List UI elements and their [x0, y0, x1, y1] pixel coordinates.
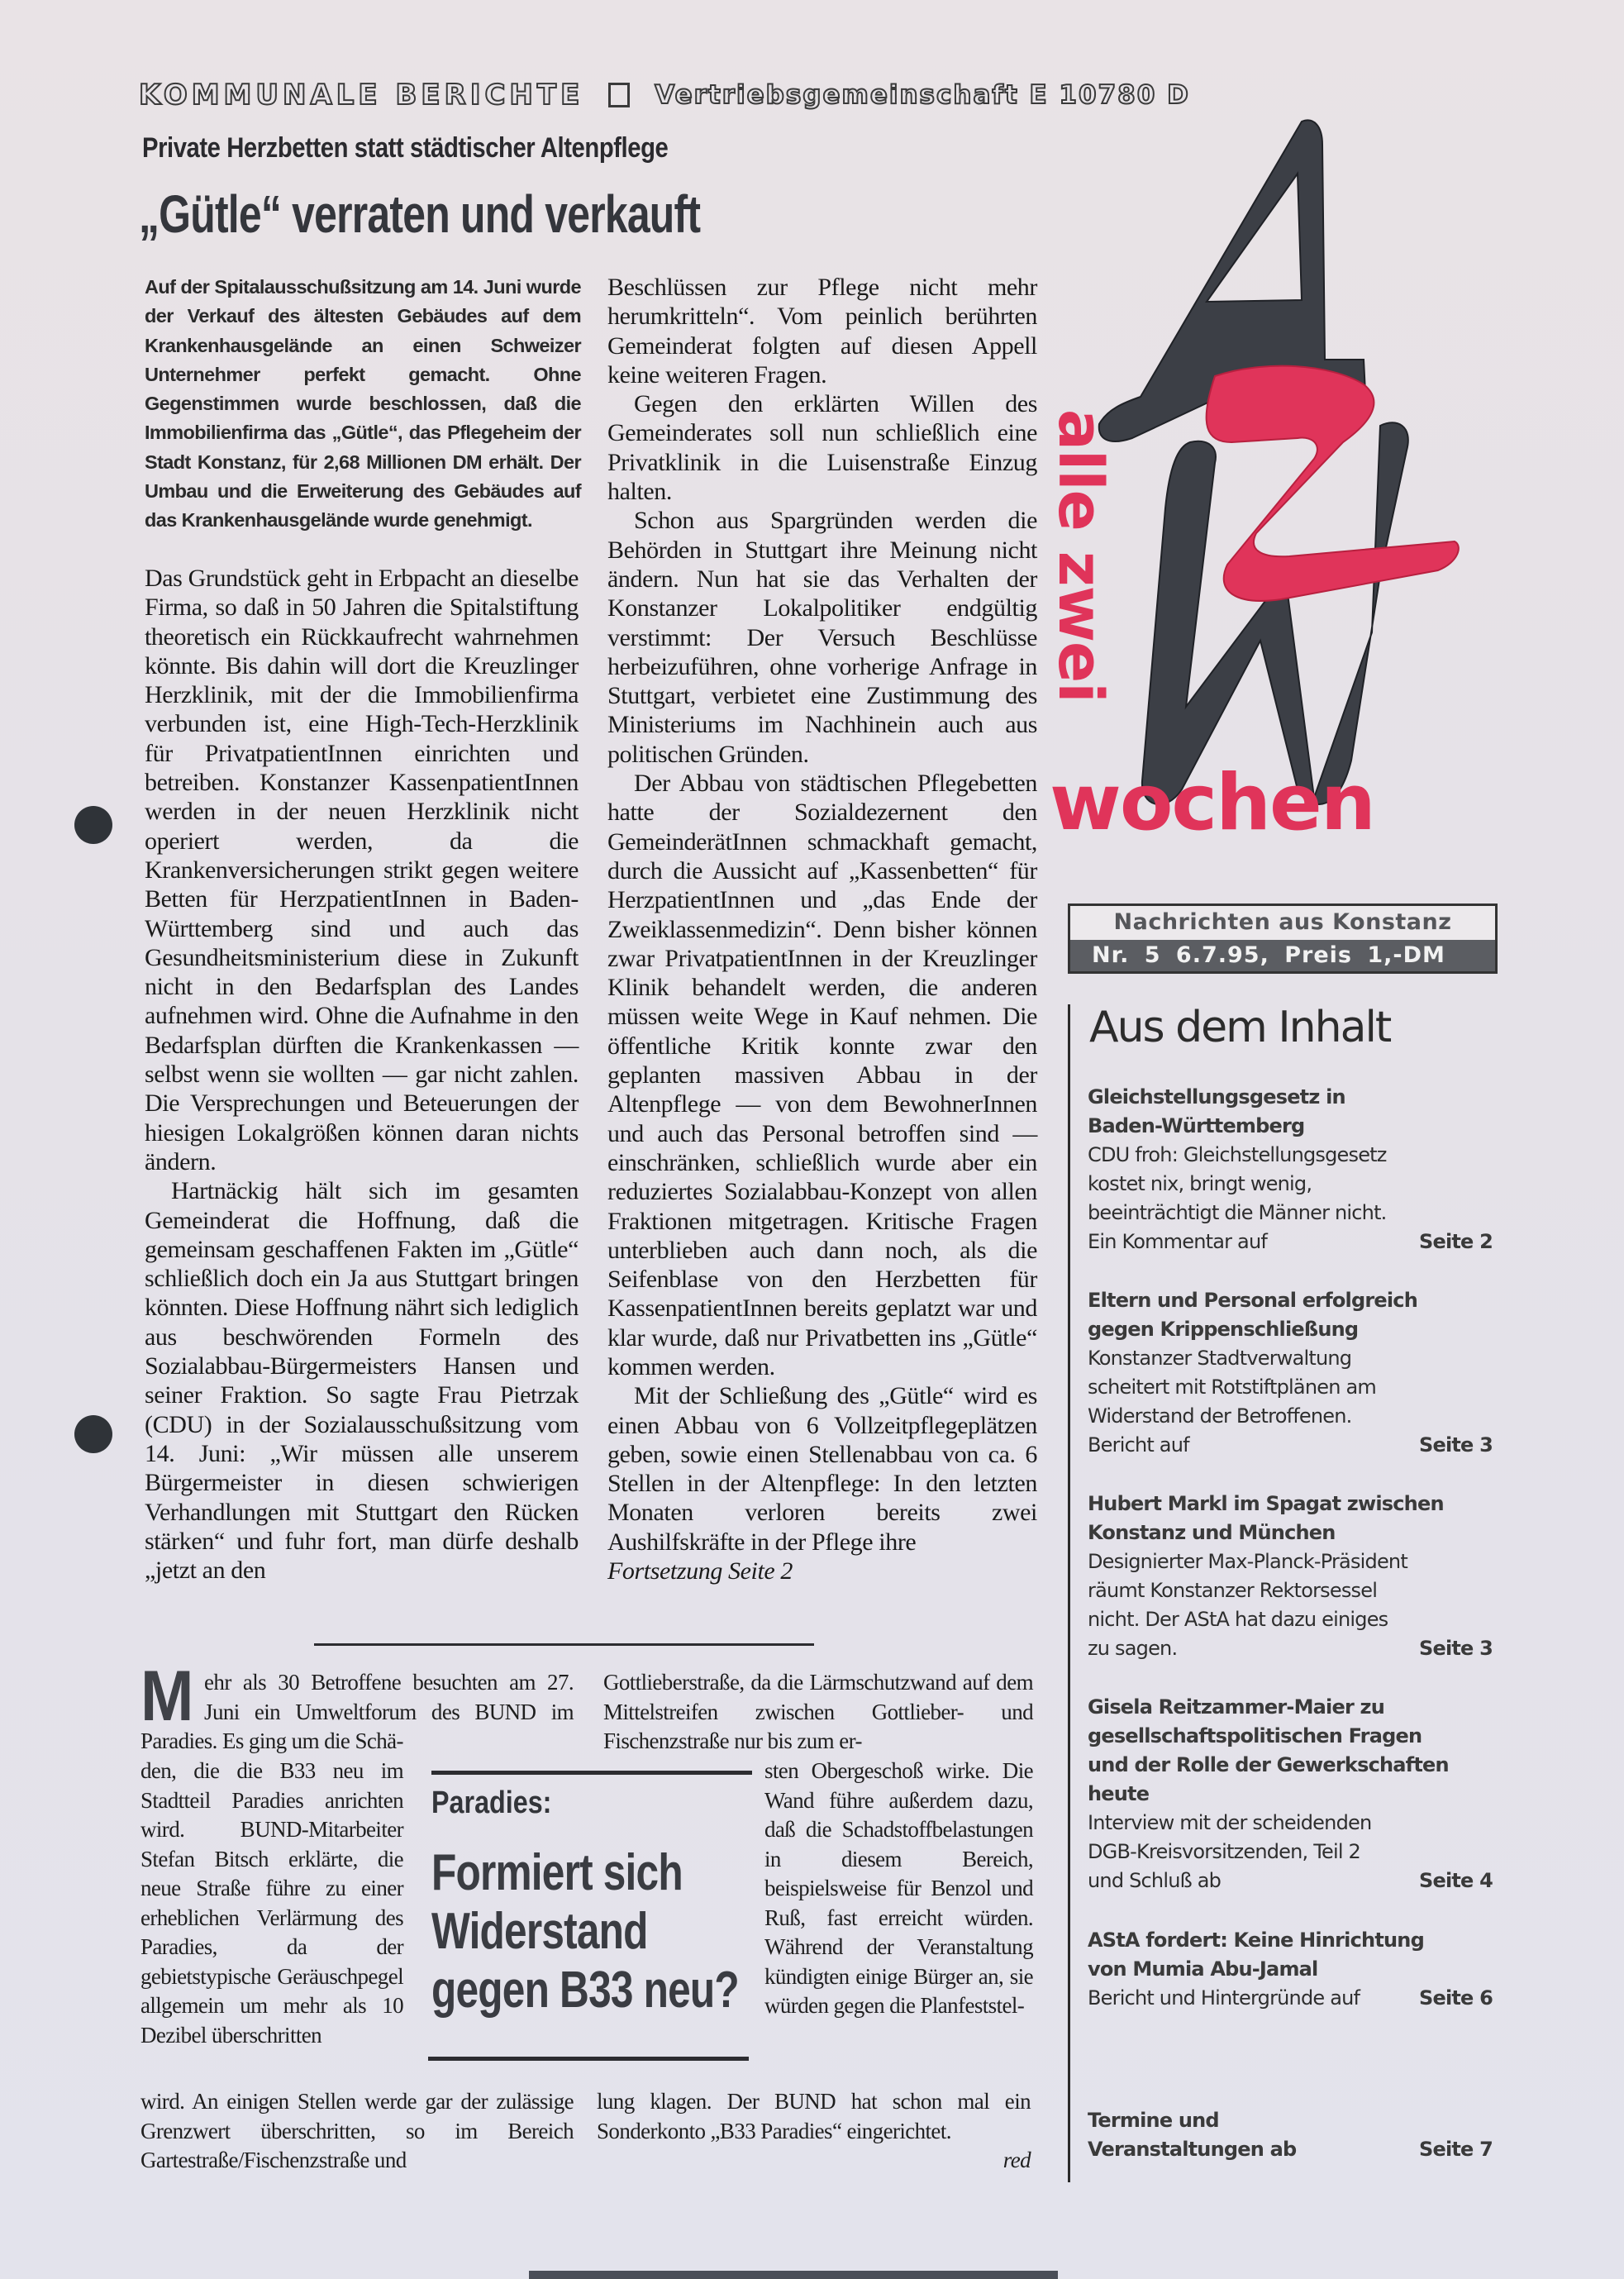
article-column-1 [145, 564, 579, 1585]
series-header [139, 76, 1503, 114]
toc-item-heading: gesellschaftspolitischen Fragen [1088, 1724, 1422, 1747]
intro-text: ehr als 30 Betroffene besuchten am 27. Juni ein Umweltforum des BUND im Paradies. Es ging um die Schä- [140, 1670, 574, 1753]
masthead-box [1068, 903, 1498, 974]
second-article-headline [431, 1843, 739, 2019]
paragraph: Schon aus Spargründen werden die Behörden in Stuttgart ihre Meinung nicht ändern. Nun hat sie das Verhalten der Konstanzer Lokalpolitiker endgültig verstimmt: Der Versuch Beschlüsse herbeizuführen, ohne vorherige Anfrage in Stuttgart, verbietet eine Zustimmung des Ministeriums im Nachhinein auch aus politischen Gründen. [607, 507, 1037, 768]
toc-item-heading: von Mumia Abu-Jamal [1088, 1957, 1318, 1981]
drop-cap: M [140, 1657, 193, 1736]
series-title: KOMMUNALE BERICHTE [139, 79, 584, 112]
punch-hole-bottom [74, 1415, 112, 1453]
azw-logo-icon [1050, 112, 1529, 856]
second-article-kicker: Paradies: [431, 1786, 552, 1820]
scan-edge [529, 2271, 1058, 2279]
second-article-right-top: Gottlieberstraße, da die Lärmschutzwand auf dem Mittelstreifen zwischen Gottlieber- und Fischenzstraße nur bis zum er- [603, 1670, 1033, 1753]
toc-item-heading: heute [1088, 1782, 1150, 1805]
separator-box-icon [608, 83, 630, 107]
toc-item[interactable] [1088, 1286, 1493, 1460]
distribution-number: Vertriebsgemeinschaft E 10780 D [655, 80, 1190, 110]
toc-item-ref: Bericht und Hintergründe auf [1088, 1986, 1360, 2010]
logo-wochen-text: wochen [1050, 758, 1374, 848]
toc-item-heading: Hubert Markl im Spagat zwischen [1088, 1492, 1444, 1515]
second-article-left-wide: wird. An einigen Stellen werde gar der zulässige Grenzwert überschritten, so im Bereich Gartestraße/Fischenzstraße und [140, 2089, 574, 2172]
toc-item-text: Interview mit der scheidenden [1088, 1811, 1372, 1834]
toc-item[interactable] [1088, 1926, 1493, 2013]
toc-item[interactable] [1088, 1693, 1493, 1895]
toc-item-text: DGB-Kreisvorsitzenden, Teil 2 [1088, 1840, 1360, 1863]
paragraph: Das Grundstück geht in Erbpacht an dieselbe Firma, so daß in 50 Jahren die Spitalstiftung theoretisch ein Rückkaufrecht wahrnehmen könnte. Bis dahin will dort die Kreuzlinger Herzklinik, mit der die Immobilienfirma verbunden ist, eine High-Tech-Herzklinik für PrivatpatientInnen einrichten und betreiben. Konstanzer KassenpatientInnen werden in der neuen Herzklinik nicht operiert werden, da die Krankenversicherungen strikt gegen weitere Betten für HerzpatientInnen in Baden-Württemberg sind und auch das Gesundheitsministerium diese in Zukunft nicht in den Bedarfsplan des Landes aufnehmen wird. Ohne die Aufnahme in den Bedarfsplan dürften die Krankenkassen — selbst wenn sie wollten — gar nicht zahlen. Die Versprechungen und Beteuerungen der hiesigen Lokalgrößen können daran nichts ändern. [145, 565, 579, 1175]
paragraph: Gegen den erklärten Willen des Gemeinderates soll nun schließlich eine Privatklinik in die Luisenstraße Einzug halten. [607, 390, 1037, 506]
article-lead-paragraph: Auf der Spitalausschußsitzung am 14. Juni wurde der Verkauf des ältesten Gebäudes auf dem Krankenhausgelände an einen Schweizer Unternehmer perfekt gemacht. Ohne Gegenstimmen wurde beschlossen, daß die Immobilienfirma das „Gütle“, das Pflegeheim der Stadt Konstanz, für 2,68 Millionen DM erhält. Der Umbau und die Erweiterung des Gebäudes auf das Krankenhausgelände wurde genehmigt. [145, 276, 581, 532]
headline-line: Widerstand [431, 1903, 648, 1960]
toc-item-page: Seite 3 [1419, 1637, 1493, 1660]
paragraph: Der Abbau von städtischen Pflegebetten hatte der Sozialdezernent den GemeinderätInnen schmackhaft gemacht, durch die Aussicht auf „Kassenbetten“ für HerzpatientInnen und „das Ende der Zweiklassenmedizin“. Denn bisher können zwar PrivatpatientInnen in der Kreuzlinger Klinik behandelt werden, die anderen müssen weite Wege in Kauf nehmen. Die öffentliche Kritik konnte zwar den geplanten massiven Abbau in der Altenpflege — von dem BewohnerInnen und auch das Personal betroffen sind — einschränken, schließlich wurde aber ein reduziertes Sozialabbau-Konzept von allen Fraktionen mitgetragen. Kritische Fragen unterblieben auch dann noch, als die Seifenblase von den Herzbetten für KassenpatientInnen bereits geplatzt war und klar wurde, daß nur Privatbetten ins „Gütle“ kommen werden. [607, 770, 1037, 1380]
second-article-left-narrow: den, die die B33 neu im Stadtteil Paradies anrichten wird. BUND-Mitarbeiter Stefan Bitsch erklärte, die neue Straße führe zu einer erheblichen Verlärmung des Paradies, da der gebietstypische Geräuschpegel allgemein um mehr als 10 Dezibel überschritten [140, 1758, 403, 2048]
toc-item-heading: AStA fordert: Keine Hinrichtung [1088, 1929, 1424, 1952]
toc-item-ref: zu sagen. [1088, 1637, 1178, 1660]
toc-item-text: Konstanzer Stadtverwaltung [1088, 1347, 1352, 1370]
headline-rule-top [431, 1771, 752, 1775]
paragraph: Hartnäckig hält sich im gesamten Gemeinderat die Hoffnung, daß die gemeinsam geschaffenen Fakten im „Gütle“ schließlich doch ein Ja aus Stuttgart bringen könnten. Diese Hoffnung nährt sich lediglich aus beschwörenden Formeln des Sozialabbau-Bürgermeisters Hansen und seiner Fraktion. So sagte Frau Pietrzak (CDU) in der Sozialausschußsitzung vom 14. Juni: „Wir müssen alle unserem Bürgermeister in diesen schwierigen Verhandlungen mit Stuttgart den Rücken stärken“ und fuhr fort, man dürfe deshalb „jetzt an den [145, 1177, 579, 1585]
toc-item-heading: Baden-Württemberg [1088, 1114, 1305, 1137]
article-kicker: Private Herzbetten statt städtischer Altenpflege [142, 132, 669, 164]
toc-item-text: Widerstand der Betroffenen. [1088, 1404, 1352, 1428]
toc-item-text: Designierter Max-Planck-Präsident [1088, 1550, 1407, 1573]
toc-item-heading: und der Rolle der Gewerkschaften [1088, 1753, 1449, 1776]
issue-date: 6.7.95, [1175, 942, 1269, 968]
closing-text: lung klagen. Der BUND hat schon mal ein Sonderkonto „B33 Paradies“ eingerichtet. [597, 2089, 1031, 2143]
toc-item-page: Seite 4 [1419, 1869, 1493, 1892]
toc-item-ref: Ein Kommentar auf [1088, 1230, 1268, 1253]
second-article-right-narrow: sten Obergeschoß wirke. Die Wand führe außerdem dazu, daß die Schadstoffbelastungen in diesem Bereich, beispielsweise für Benzol und Ruß, fast erreicht würden. Während der Veranstaltung kündigten einige Bürger an, sie würden gegen die Planfeststel- [764, 1758, 1033, 2018]
article-column-2 [607, 273, 1037, 1585]
second-article-right-wide [597, 2087, 1031, 2176]
toc-item-page: Seite 7 [1419, 2138, 1493, 2161]
headline-rule-bottom [428, 2057, 749, 2061]
toc-item-ref: und Schluß ab [1088, 1869, 1222, 1892]
toc-item-text: beeinträchtigt die Männer nicht. [1088, 1201, 1387, 1224]
toc-item-text: kostet nix, bringt wenig, [1088, 1172, 1312, 1195]
toc-item-heading: Gisela Reitzammer-Maier zu [1088, 1695, 1385, 1719]
toc-item-heading: Eltern und Personal erfolgreich [1088, 1289, 1417, 1312]
masthead-issue-line [1070, 940, 1495, 971]
toc-item-heading: Konstanz und München [1088, 1521, 1336, 1544]
paragraph: Beschlüssen zur Pflege nicht mehr herumkritteln“. Vom peinlich berührten Gemeinderat folgten auf diesen Appell keine weiteren Fragen. [607, 274, 1037, 389]
toc-item-page: Seite 2 [1419, 1230, 1493, 1253]
toc-item-ref: Veranstaltungen ab [1088, 2138, 1297, 2161]
punch-hole-top [74, 806, 112, 844]
issue-price: Preis 1,-DM [1284, 942, 1445, 968]
second-article-intro [140, 1657, 574, 1757]
toc-item-heading: gegen Krippenschließung [1088, 1318, 1359, 1341]
toc-item-ref: Bericht auf [1088, 1433, 1189, 1457]
toc-item-page: Seite 6 [1419, 1986, 1493, 2010]
toc-item-text: nicht. Der AStA hat dazu einiges [1088, 1608, 1388, 1631]
paragraph: Mit der Schließung des „Gütle“ wird es einen Abbau von 6 Vollzeitpflegeplätzen geben, sowie einen Stellenabbau von ca. 6 Stellen in der Altenpflege: In den letzten Monaten verloren bereits zwei Aushilfskräfte in der Pflege ihre [607, 1382, 1037, 1556]
article-headline: „Gütle“ verraten und verkauft [139, 184, 701, 244]
toc-item-text: scheitert mit Rotstiftplänen am [1088, 1376, 1376, 1399]
logo-vertical-text: alle zwei [1045, 409, 1116, 703]
toc-item[interactable] [1088, 1083, 1493, 1256]
toc-title: Aus dem Inhalt [1089, 1003, 1391, 1052]
toc-item[interactable] [1088, 2106, 1493, 2164]
issue-number: Nr. 5 [1092, 942, 1161, 968]
author-signature: red [1002, 2148, 1031, 2172]
toc-item-text: CDU froh: Gleichstellungsgesetz [1088, 1143, 1387, 1166]
headline-line: Formiert sich [431, 1844, 683, 1901]
toc-item-heading: Gleichstellungsgesetz in [1088, 1085, 1345, 1109]
toc-divider [1068, 1004, 1070, 2182]
headline-line: gegen B33 neu? [431, 1962, 739, 2019]
section-divider [314, 1643, 814, 1646]
continuation-note: Fortsetzung Seite 2 [607, 1557, 793, 1585]
toc-item-page: Seite 3 [1419, 1433, 1493, 1457]
toc-item-text: räumt Konstanzer Rektorsessel [1088, 1579, 1378, 1602]
toc-item[interactable] [1088, 1490, 1493, 1663]
masthead-title: Nachrichten aus Konstanz [1113, 909, 1452, 935]
toc-item-heading: Termine und [1088, 2109, 1219, 2132]
